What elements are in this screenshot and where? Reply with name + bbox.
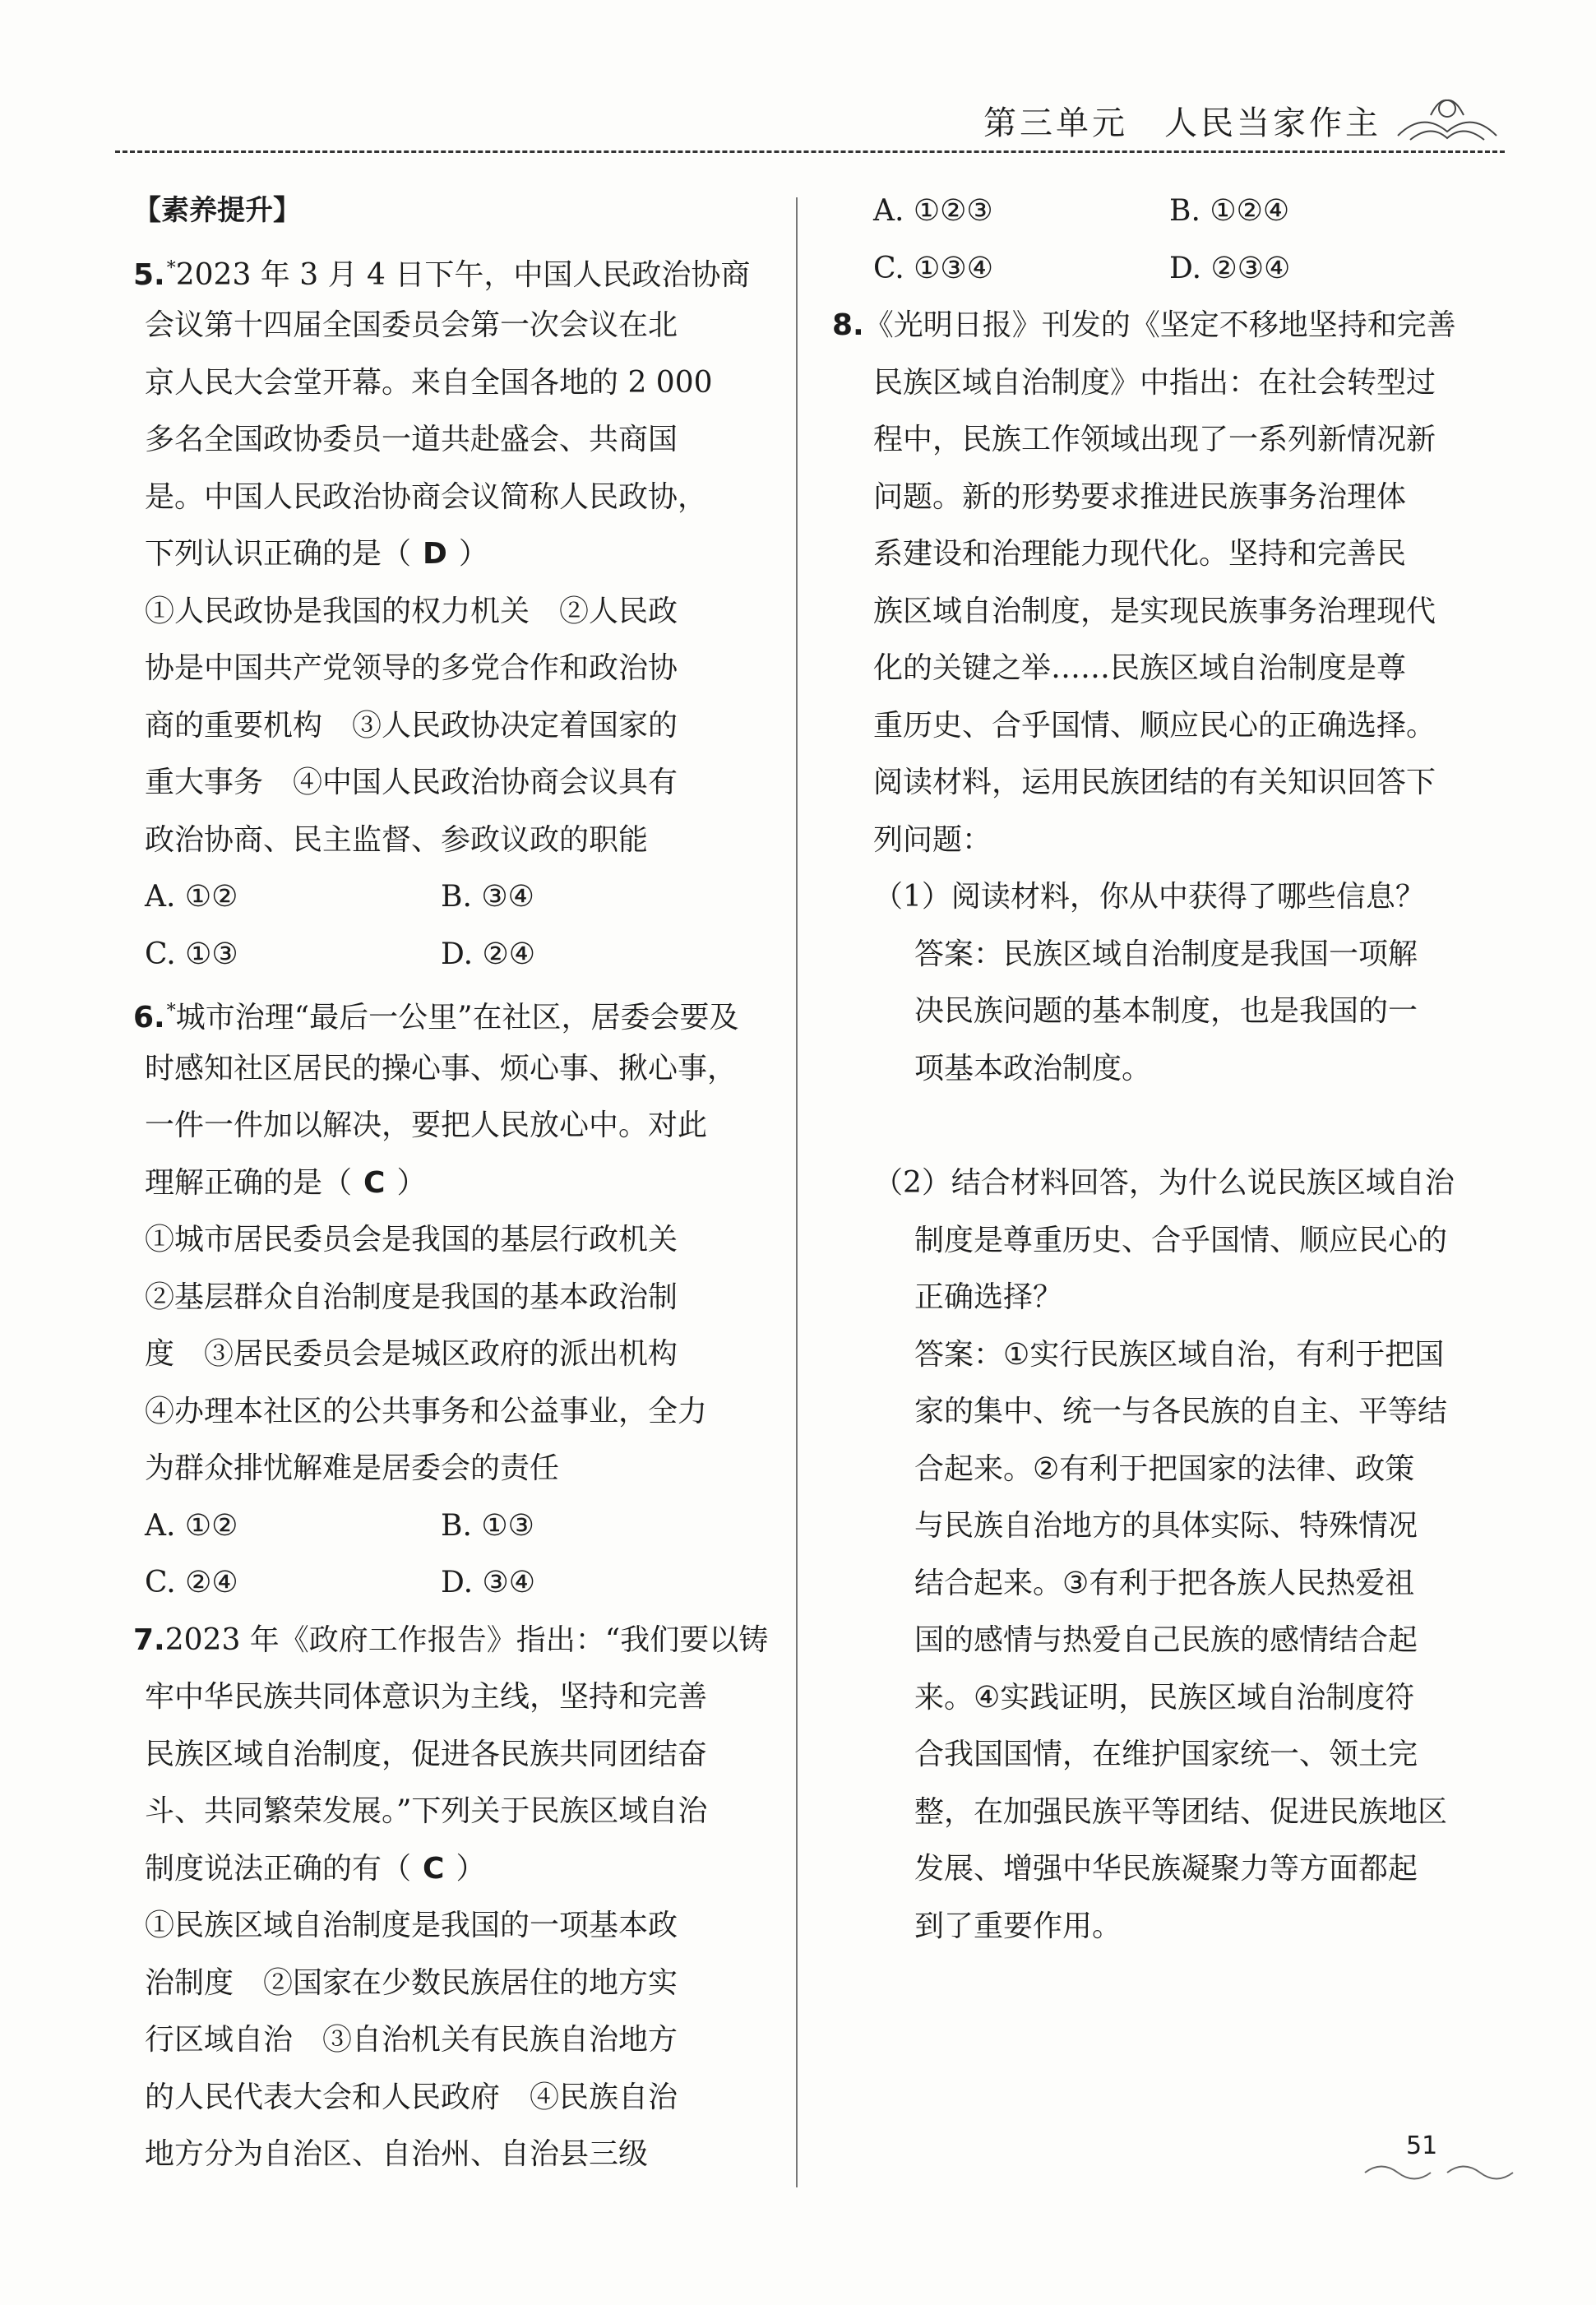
question-text: 民族区域自治制度，促进各民族共同团结奋 — [145, 1737, 708, 1771]
q7-options-row — [832, 183, 1490, 240]
option-d: D. ②③④ — [1169, 251, 1291, 285]
question-text: 族区域自治制度，是实现民族事务治理现代 — [873, 594, 1436, 628]
answer-line: 家的集中、统一与各民族的自主、平等结 — [914, 1395, 1448, 1428]
option-a: A. ①② — [145, 880, 238, 914]
answer-line: 到了重要作用。 — [914, 1909, 1122, 1943]
option-a: A. ①②③ — [873, 194, 993, 228]
question-text: 京人民大会堂开幕。来自全国各地的 2 000 — [145, 365, 713, 400]
option-c: C. ①③ — [145, 937, 238, 971]
statement-line: 商的重要机构 ③人民政协决定着国家的 — [145, 708, 678, 743]
page-header — [115, 90, 1505, 155]
star-icon: * — [166, 257, 176, 279]
option-c: C. ①③④ — [873, 251, 993, 285]
answer-line: 合起来。②有利于把国家的法律、政策 — [914, 1451, 1415, 1486]
question-text: 《光明日报》刊发的《坚定不移地坚持和完善 — [863, 308, 1456, 342]
q7-options-row — [832, 240, 1490, 298]
question-number: 8. — [832, 308, 864, 342]
answer-line: 合我国国情，在维护国家统一、领土完 — [914, 1738, 1418, 1771]
answer-line: 整，在加强民族平等团结、促进民族地区 — [914, 1794, 1448, 1829]
statement-line: ①人民政协是我国的权力机关 ②人民政 — [145, 594, 678, 628]
option-c: C. ②④ — [145, 1566, 238, 1599]
header-divider — [115, 150, 1505, 153]
statement-line: 行区域自治 ③自治机关有民族自治地方 — [145, 2023, 678, 2057]
answer-line: 项基本政治制度。 — [914, 1051, 1152, 1085]
question-text: 重历史、合乎国情、顺应民心的正确选择。 — [873, 708, 1436, 743]
statement-line: 重大事务 ④中国人民政治协商会议具有 — [145, 766, 678, 799]
question-text: 多名全国政协委员一道共赴盛会、共商国 — [145, 423, 678, 456]
close-paren: ） — [458, 537, 488, 571]
question-number: 7. — [133, 1622, 165, 1657]
unit-title: 第三单元 人民当家作主 — [983, 104, 1381, 142]
page-number: 51 — [1406, 2131, 1438, 2160]
answer-line: 结合起来。③有利于把各族人民热爱祖 — [914, 1566, 1415, 1600]
section-title: 【素养提升】 — [133, 194, 301, 227]
statement-line: ④办理本社区的公共事务和公益事业，全力 — [145, 1394, 708, 1428]
statement-line: ①城市居民委员会是我国的基层行政机关 — [145, 1223, 678, 1257]
left-column — [133, 183, 770, 2183]
statement-line: 地方分为自治区、自治州、自治县三级 — [145, 2137, 649, 2171]
question-text: 2023 年 3 月 4 日下午，中国人民政治协商 — [175, 257, 751, 292]
statement-line: 政治协商、民主监督、参政议政的职能 — [145, 822, 649, 857]
sub-question-2: （2）结合材料回答，为什么说民族区域自治 — [873, 1166, 1455, 1200]
question-text: 时感知社区居民的操心事、烦心事、揪心事， — [145, 1051, 738, 1085]
right-column — [832, 183, 1490, 1955]
answer-line: 答案：民族区域自治制度是我国一项解 — [914, 937, 1418, 971]
answer-line: 与民族自治地方的具体实际、特殊情况 — [914, 1509, 1418, 1543]
option-d: D. ②④ — [441, 937, 536, 971]
question-text: 系建设和治理能力现代化。坚持和完善民 — [873, 537, 1407, 571]
question-text: 一件一件加以解决，要把人民放心中。对此 — [145, 1109, 708, 1142]
question-5 — [133, 240, 770, 984]
question-text: 城市治理“最后一公里”在社区，居委会要及 — [175, 1001, 739, 1034]
question-text: 理解正确的是（ — [145, 1165, 353, 1200]
answer-choice: D — [423, 537, 447, 571]
question-text: 阅读材料，运用民族团结的有关知识回答下 — [873, 766, 1436, 799]
statement-line: ①民族区域自治制度是我国的一项基本政 — [145, 1909, 678, 1942]
question-text: 问题。新的形势要求推进民族事务治理体 — [873, 479, 1407, 514]
option-a: A. ①② — [145, 1508, 238, 1543]
sub-question-2-cont: 正确选择？ — [914, 1280, 1063, 1314]
option-b: B. ①②④ — [1169, 194, 1290, 228]
question-number: 6. — [133, 1001, 165, 1034]
question-text: 下列认识正确的是（ — [145, 537, 412, 571]
question-text: 2023 年《政府工作报告》指出：“我们要以铸 — [164, 1622, 769, 1657]
option-b: B. ①③ — [441, 1508, 534, 1543]
option-b: B. ③④ — [441, 880, 534, 914]
statement-line: ②基层群众自治制度是我国的基本政治制 — [145, 1280, 678, 1314]
question-text: 牢中华民族共同体意识为主线，坚持和完善 — [145, 1680, 708, 1714]
leaf-ornament-icon — [1390, 90, 1505, 148]
statement-line: 度 ③居民委员会是城区政府的派出机构 — [145, 1337, 678, 1371]
question-text: 是。中国人民政治协商会议简称人民政协， — [145, 479, 708, 514]
question-6 — [133, 983, 770, 1612]
statement-line: 的人民代表大会和人民政府 ④民族自治 — [145, 2080, 678, 2114]
answer-line: 国的感情与热爱自己民族的感情结合起 — [914, 1623, 1418, 1657]
question-text: 列问题： — [873, 822, 992, 857]
column-divider — [796, 197, 798, 2187]
star-icon: * — [166, 1001, 176, 1021]
answer-line: 发展、增强中华民族凝聚力等方面都起 — [914, 1852, 1418, 1886]
question-7 — [133, 1612, 770, 2183]
answer-line: 来。④实践证明，民族区域自治制度符 — [914, 1680, 1415, 1715]
question-number: 5. — [133, 257, 165, 292]
question-text: 会议第十四届全国委员会第一次会议在北 — [145, 308, 678, 342]
close-paren: ） — [396, 1165, 427, 1200]
question-text: 化的关键之举……民族区域自治制度是尊 — [873, 651, 1407, 685]
swirl-ornament-icon — [1357, 2156, 1521, 2189]
answer-line: 答案：①实行民族区域自治，有利于把国 — [914, 1337, 1445, 1372]
statement-line: 为群众排忧解难是居委会的责任 — [145, 1451, 560, 1485]
sub-question-2-cont: 制度是尊重历史、合乎国情、顺应民心的 — [914, 1223, 1448, 1257]
statement-line: 治制度 ②国家在少数民族居住的地方实 — [145, 1965, 678, 2000]
question-text: 程中，民族工作领域出现了一系列新情况新 — [873, 423, 1436, 456]
answer-choice: C — [423, 1851, 445, 1886]
statement-line: 协是中国共产党领导的多党合作和政治协 — [145, 651, 678, 685]
answer-line: 决民族问题的基本制度，也是我国的一 — [914, 994, 1418, 1028]
question-text: 制度说法正确的有（ — [145, 1851, 412, 1886]
answer-space — [832, 1097, 1490, 1155]
option-d: D. ③④ — [441, 1566, 536, 1599]
answer-choice: C — [363, 1165, 386, 1200]
question-text: 斗、共同繁荣发展。”下列关于民族区域自治 — [145, 1794, 708, 1828]
close-paren: ） — [456, 1851, 486, 1886]
sub-question-1: （1）阅读材料，你从中获得了哪些信息？ — [873, 880, 1425, 914]
question-8 — [832, 297, 1490, 1955]
question-text: 民族区域自治制度》中指出：在社会转型过 — [873, 365, 1436, 400]
